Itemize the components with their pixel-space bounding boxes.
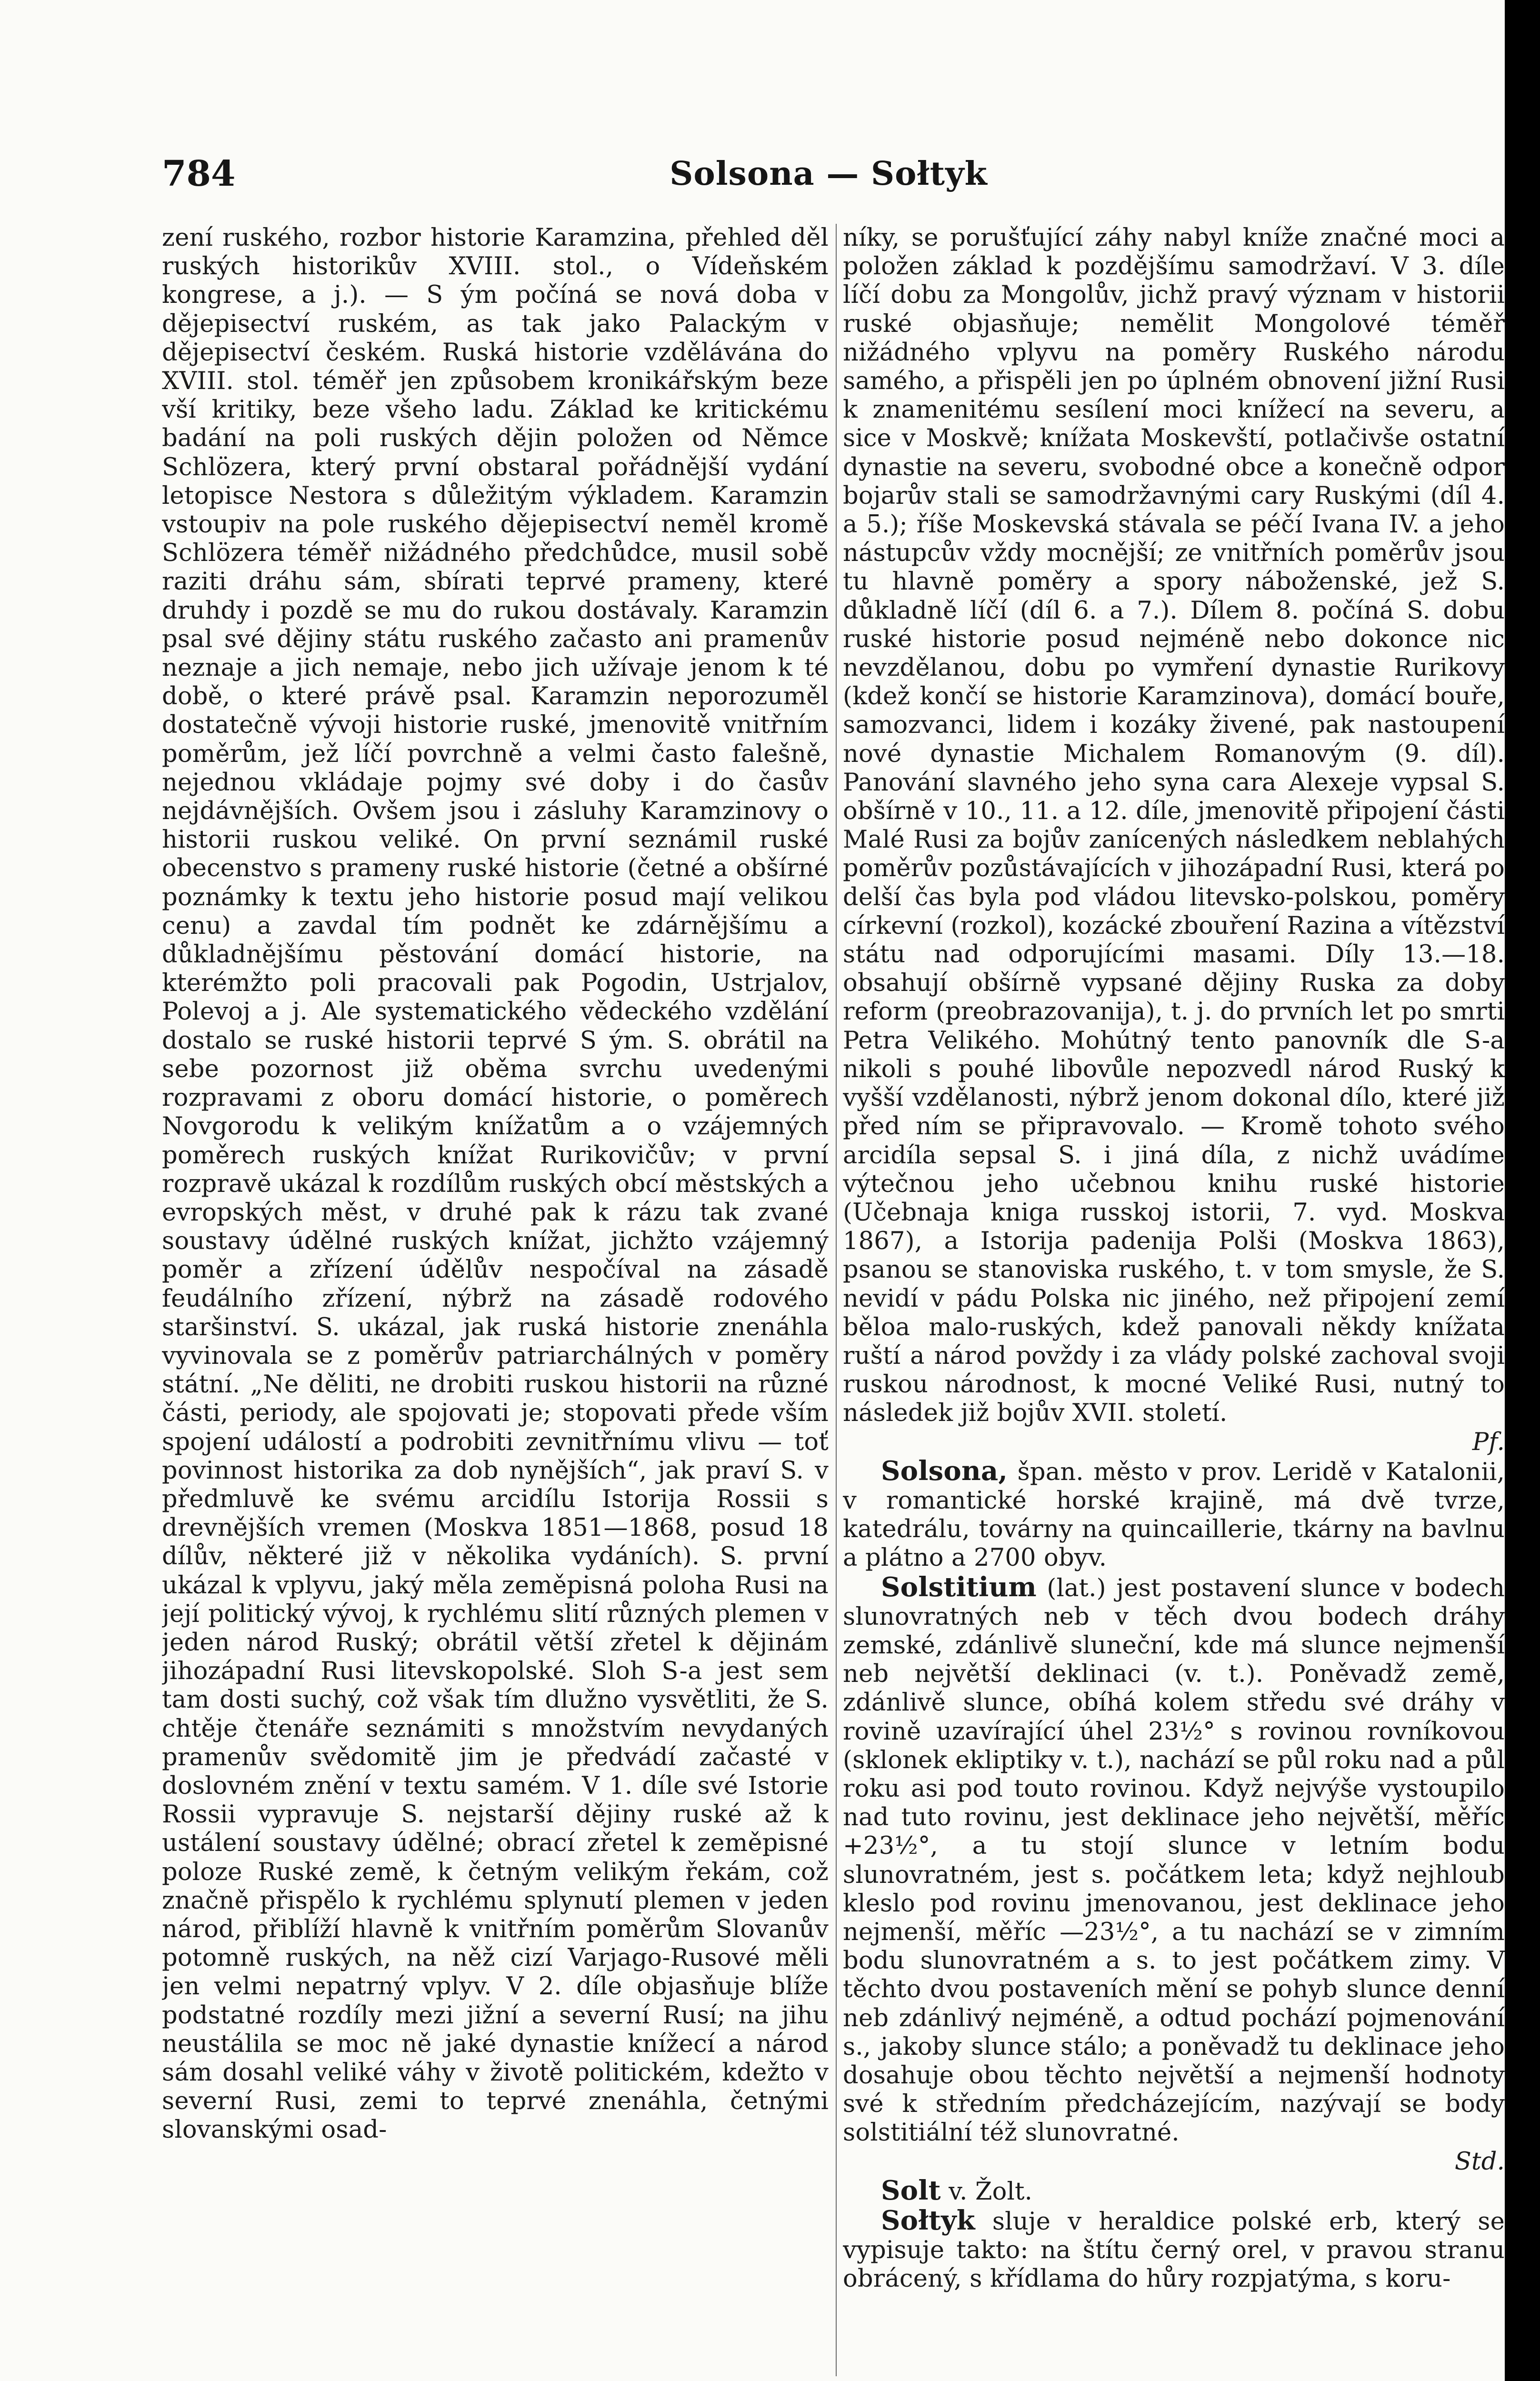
entry-headword: Sołtyk: [881, 2205, 975, 2237]
entry-headword: Solt: [881, 2174, 941, 2206]
right-column: [843, 224, 1505, 2381]
entry-solstitium: [843, 1573, 1505, 2148]
author-signature: Pf.: [1472, 1428, 1505, 1456]
entry-soltyk: [843, 2206, 1505, 2294]
entry-solsona: [843, 1457, 1505, 1573]
solovjev-article-continuation: níky, se porušťující záhy nabyl kníže značné moci a položen základ k pozdějšímu samodržaví. V 3. díle líčí dobu za Mongolův, jichž pravý význam v historii ruské objasňuje; nemělit Mongolové téměř nižádného vplyvu na poměry Ruského národu samého, a přispěli jen po úplném obnovení jižní Rusi k znamenitému sesílení moci knížecí na severu, a sice v Moskvě; knížata Moskevští, potlačivše ostatní dynastie na severu, svobodné obce a konečně odpor bojarův stali se samodržavnými cary Ruskými (díl 4. a 5.); říše Moskevská stávala se péčí Ivana IV. a jeho nástupcův vždy mocnější; ze vnitřních poměrův jsou tu hlavně poměry a spory náboženské, jež S. důkladně líčí (díl 6. a 7.). Dílem 8. počíná S. dobu ruské historie posud nejméně nebo dokonce nic nevzdělanou, dobu po vymření dynastie Rurikovy (kdež končí se historie Karamzinova), domácí bouře, samozvanci, lidem i kozáky živené, pak nastoupení nové dynastie Michalem Romanovým (9. díl). Panování slavného jeho syna cara Alexeje vypsal S. obšírně v 10., 11. a 12. díle, jmenovitě připojení části Malé Rusi za bojův zanícených následkem neblahých poměrův pozůstávajících v jihozápadní Rusi, která po delší čas byla pod vládou litevsko-polskou, poměry církevní (rozkol), kozácké zbouření Razina a vítězství státu nad odporujícími masami. Díly 13.—18. obsahují obšírně vypsané dějiny Ruska za doby reform (preobrazovanija), t. j. do prvních let po smrti Petra Velikého. Mohútný tento panovník dle S-a nikoli s pouhé libovůle nepozvedl národ Ruský k vyšší vzdělanosti, nýbrž jenom dokonal dílo, které již před ním se připravovalo. — Kromě tohoto svého arcidíla sepsal S. i jiná díla, z nichž uvádíme výtečnou jeho učebnou knihu ruské historie (Učebnaja kniga russkoj istorii, 7. vyd. Moskva 1867), a Istorija padenija Polši (Moskva 1863), psanou se stanoviska ruského, t. v tom smysle, že S. nevidí v pádu Polska nic jiného, než připojení zemí běloa malo-ruských, kdež panovali někdy knížata ruští a národ povždy i za vlády polské zachoval svoji ruskou národnost, k mocné Veliké Rusi, nutný to následek již bojův XVII. století.: [843, 224, 1505, 1428]
page-header: [162, 148, 1495, 200]
entry-text: sluje v heraldice polské erb, který se vypisuje takto: na štítu černý orel, v pravou stranu obrácený, s křídlama do hůry rozpjatýma, s koru-: [843, 2208, 1505, 2293]
column-divider: [836, 224, 837, 2376]
entry-headword: Solsona,: [881, 1455, 1008, 1487]
entry-headword: Solstitium: [881, 1571, 1037, 1603]
page-number: 784: [162, 153, 236, 194]
entry-text: v. Žolt.: [949, 2177, 1033, 2206]
entry-text: (lat.) jest postavení slunce v bodech slunovratných neb v těch dvou bodech dráhy zemské, zdánlivě sluneční, kde má slunce nejmenší neb největší deklinaci (v. t.). Poněvadž země, zdánlivě slunce, obíhá kolem středu své dráhy v rovině uzavírající úhel 23½° s rovinou rovníkovou (sklonek ekliptiky v. t.), nachází se půl roku nad a půl roku asi pod touto rovinou. Když nejvýše vystoupilo nad tuto rovinu, jest deklinace jeho největší, měříc +23½°, a tu stojí slunce v letním bodu slunovratném, jest s. počátkem leta; když nejhloub kleslo pod rovinu jmenovanou, jest deklinace jeho nejmenší, měříc —23½°, a tu nachází se v zimním bodu slunovratném a s. to jest počátkem zimy. V těchto dvou postaveních mění se pohyb slunce denní neb zdánlivý nejméně, a odtud pochází pojmenování s., jakoby slunce stálo; a poněvadž tu deklinace jeho dosahuje obou těchto největší a nejmenší hodnoty své k středním předcházejícím, nazývají se body solstitiální též slunovratné.: [843, 1574, 1505, 2147]
left-column: [162, 224, 829, 2381]
solovjev-article-text: zení ruského, rozbor historie Karamzina, přehled děl ruských historikův XVIII. stol., o Vídeňském kongrese, a j.). — S ým počíná se nová doba v dějepisectví ruském, as tak jako Palackým v dějepisectví českém. Ruská historie vzdělávána do XVIII. stol. téměř jen způsobem kronikářským beze vší kritiky, beze všeho ladu. Základ ke kritickému badání na poli ruských dějin položen od Němce Schlözera, který první obstaral pořádnější vydání letopisce Nestora s důležitým výkladem. Karamzin vstoupiv na pole ruského dějepisectví neměl kromě Schlözera téměř nižádného předchůdce, musil sobě raziti dráhu sám, sbírati teprvé prameny, které druhdy i pozdě se mu do rukou dostávaly. Karamzin psal své dějiny státu ruského začasto ani pramenův neznaje a jich nemaje, nebo jich užívaje jenom k té době, o které právě psal. Karamzin neporozuměl dostatečně vývoji historie ruské, jmenovitě vnitřním poměrům, jež líčí povrchně a velmi často falešně, nejednou vkládaje pojmy své doby i do časův nejdávnějších. Ovšem jsou i zásluhy Karamzinovy o historii ruskou veliké. On první seznámil ruské obecenstvo s prameny ruské historie (četné a obšírné poznámky k textu jeho historie posud mají velikou cenu) a zavdal tím podnět ke zdárnějšímu a důkladnějšímu pěstování domácí historie, na kterémžto poli pracovali pak Pogodin, Ustrjalov, Polevoj a j. Ale systematického vědeckého vzdělání dostalo se ruské historii teprvé S ým. S. obrátil na sebe pozornost již oběma svrchu uvedenými rozpravami z oboru domácí historie, o poměrech Novgorodu k velikým knížatům a o vzájemných poměrech ruských knížat Rurikovičův; v první rozpravě ukázal k rozdílům ruských obcí městských a evropských měst, v druhé pak k rázu tak zvané soustavy údělné ruských knížat, jichžto vzájemný poměr a zřízení údělův nespočíval na zásadě feudálního zřízení, nýbrž na zásadě rodového staršinství. S. ukázal, jak ruská historie znenáhla vyvinovala se z poměrův patriarchálných v poměry státní. „Ne děliti, ne drobiti ruskou historii na různé části, periody, ale spojovati je; stopovati přede vším spojení událostí a podrobiti zevnitřnímu vlivu — toť povinnost historika za dob nynějších“, jak praví S. v předmluvě ke svému arcidílu Istorija Rossii s drevnějších vremen (Moskva 1851—1868, posud 18 dílův, některé již v několika vydáních). S. první ukázal k vplyvu, jaký měla zeměpisná poloha Rusi na její politický vývoj, k rychlému slití různých plemen v jeden národ Ruský; obrátil větší zřetel k dějinám jihozápadní Rusi litevskopolské. Sloh S-a jest sem tam dosti suchý, což však tím dlužno vysvětliti, že S. chtěje čtenáře seznámiti s množstvím nevydaných pramenův svědomitě jim je předvádí začasté v doslovném znění v textu samém. V 1. díle své Istorie Rossii vypravuje S. nejstarší dějiny ruské až k ustálení soustavy údělné; obrací zřetel k zeměpisné poloze Ruské země, k četným velikým řekám, což značně přispělo k rychlému splynutí plemen v jeden národ, přiblíží hlavně k vnitřním poměrům Slovanův potomně ruských, na něž cizí Varjago-Rusové měli jen velmi nepatrný vplyv. V 2. díle objasňuje blíže podstatné rozdíly mezi jižní a severní Rusí; na jihu neustálila se moc ně jaké dynastie knížecí a národ sám dosahl veliké váhy v životě politickém, kdežto v severní Rusi, zemi to teprvé znenáhla, četnými slovanskými osad-: [162, 224, 829, 2144]
running-title: Solsona — Sołtyk: [670, 155, 988, 193]
entry-solt: [843, 2176, 1505, 2206]
entry-text: špan. město v prov. Leridě v Katalonii, v romantické horské krajině, má dvě tvrze, katedrálu, továrny na quincaillerie, tkárny na bavlnu a plátno a 2700 obyv.: [843, 1458, 1505, 1572]
author-signature: Std.: [1454, 2147, 1505, 2176]
